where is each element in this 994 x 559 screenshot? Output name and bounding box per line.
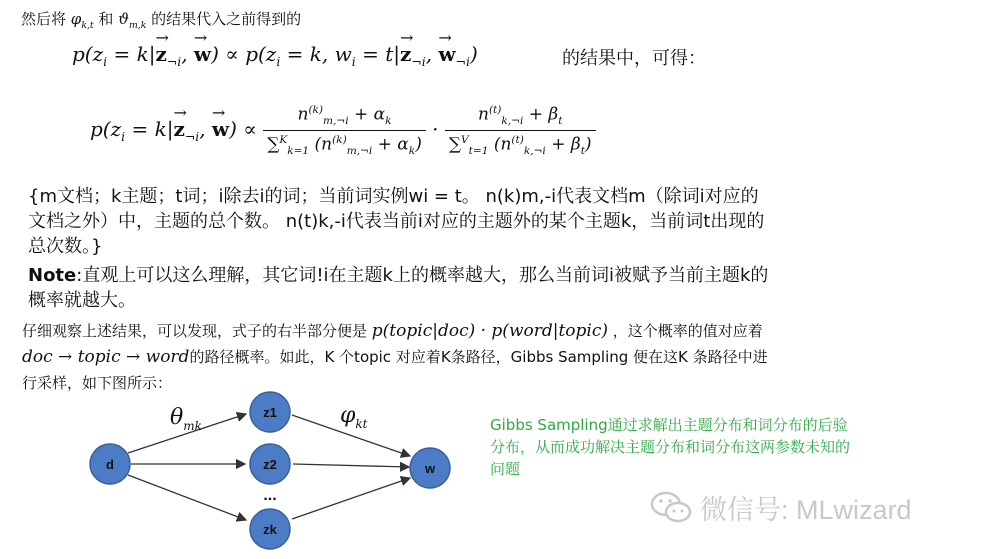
ellipsis: ... bbox=[263, 487, 277, 504]
theta-symbol: $ϑ_{m,k}$ bbox=[118, 10, 147, 31]
fraction-topic-word: $\frac{n^{(t)}_{k,\neg i} + \beta_t}{\sum^V_{t=1} (n^{(t)}_{k,\neg i} + \beta_t)}$ bbox=[445, 104, 596, 157]
note-paragraph bbox=[28, 263, 768, 313]
path-formula: doc → topic → word bbox=[22, 347, 190, 367]
path-line-1-prefix: 仔细观察上述结果，可以发现，式子的右半部分便是 bbox=[22, 322, 368, 340]
definitions-line-3: 总次数。} bbox=[28, 236, 103, 257]
phi-symbol: $\varphi_{k,t}$ bbox=[70, 10, 94, 31]
node-z1-label: z1 bbox=[263, 405, 277, 420]
side-note-line-1: Gibbs Sampling通过求解出主题分布和词分布的后验 bbox=[490, 416, 848, 434]
note-label: Note bbox=[28, 265, 77, 286]
node-w-label: w bbox=[424, 461, 436, 476]
fraction-doc-topic: $\frac{n^{(k)}_{m,\neg i} + \alpha_k}{\sum^K_{k=1} (n^{(k)}_{m,\neg i} + \alpha_k)}$ bbox=[263, 104, 426, 157]
edge-d-zk bbox=[128, 475, 246, 520]
phi-label: $\varphi_{kt}$ bbox=[340, 403, 368, 431]
intro-suffix: 的结果代入之前得到的 bbox=[151, 10, 302, 28]
definitions-paragraph bbox=[28, 184, 764, 259]
node-zk-label: zk bbox=[263, 522, 277, 537]
edge-z2-w bbox=[293, 464, 409, 467]
wechat-icon bbox=[650, 490, 692, 526]
path-line-2-suffix: 的路径概率。如此，K 个topic 对应着K条路径，Gibbs Sampling 便在这K 条路径中进 bbox=[189, 348, 768, 366]
intro-prefix: 然后将 bbox=[21, 10, 67, 28]
gibbs-side-note bbox=[490, 414, 850, 480]
note-line-2: 概率就越大。 bbox=[28, 290, 136, 311]
definitions-line-2: 文档之外）中，主题的总个数。 n(t)k,-i代表当前i对应的主题外的某个主题k，当前词t出现的 bbox=[28, 211, 765, 232]
edge-zk-w bbox=[292, 478, 410, 519]
side-note-line-2: 分布，从而成功解决主题分布和词分布这两参数未知的 bbox=[490, 438, 851, 456]
equation-2: $p(z_i = k|\to z_{\neg i}$, → w) ∝ $\frac{n^{(k)}_{m,\neg i} + \alpha_k}{\sum^K_{k=1} (n^{(k)}_{m,\neg i} + \alpha_k)}$ · $\frac{n^{(t)}_{k,\neg i} + \beta_t}{\sum^V_{t=1} (n^{(t)}_{k,\neg i} + \beta_t)}$ bbox=[90, 104, 596, 157]
equation-1: $p(z_i = k|\to z_{\neg i}$, → $w) \propto p(z_i = k$, $w_i = t|\to z_{\neg i}$, → $w_{\neg i}$) bbox=[72, 42, 478, 69]
gibbs-path-diagram bbox=[70, 390, 490, 559]
theta-label: $\theta_{mk}$ bbox=[170, 405, 202, 433]
node-d-label: d bbox=[106, 457, 114, 472]
path-probability-formula: p(topic|doc) · p(word|topic) bbox=[371, 321, 609, 341]
path-line-3: 行采样，如下图所示： bbox=[22, 374, 173, 392]
path-line-1-suffix: ，这个概率的值对应着 bbox=[612, 322, 763, 340]
watermark-text: 微信号: MLwizard bbox=[700, 495, 912, 525]
intro-conj: 和 bbox=[98, 10, 114, 28]
node-z2-label: z2 bbox=[263, 457, 277, 472]
note-line-1: :直观上可以这么理解，其它词!i在主题k上的概率越大，那么当前词i被赋予当前主题k的 bbox=[76, 265, 769, 286]
equation-1-suffix: 的结果中，可得： bbox=[562, 48, 706, 69]
watermark bbox=[650, 488, 912, 527]
path-paragraph bbox=[22, 318, 768, 396]
definitions-line-1: {m文档；k主题；t词；i除去i的词；当前词实例wi = t。 n(k)m,-i代表文档m（除词i对应的 bbox=[28, 186, 759, 207]
side-note-line-3: 问题 bbox=[490, 460, 521, 478]
